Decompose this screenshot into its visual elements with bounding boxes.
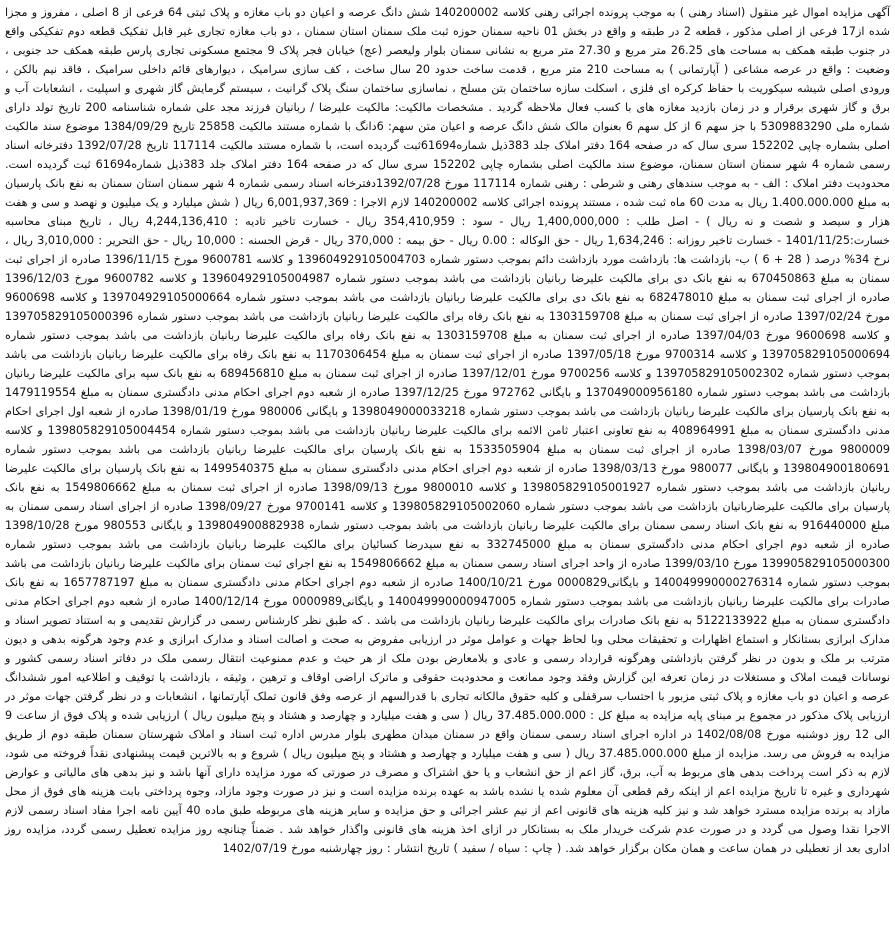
auction-notice-text: آگهی مزایده اموال غیر منقول (اسناد رهنی ) به موجب پرونده اجرائی رهنی کلاسه 140200002 شش دانگ عرصه و اعیان دو باب مغازه و پلاک ثبتی 64 فرعی از 8 اصلی ، مفروز و مجزا شده از17 فرعی از اصلی مذکور ، قطعه 2 در طبقه و واقع در بخش 01 ناحیه سمنان حوزه ثبت ملک سمنان استان سمنان ، دو باب مغازه تجاری غیر قابل تفکیک قطعه دوم تفکیکی واقع در جنوب طبقه همکف به مساحت های 26.25 متر مربع و 27.30 متر مربع به نشانی سمنان بلوار ولیعصر (عج) خیابان فجر پلاک 9 مجتمع مسکونی تجاری پارس طبقه همکف حد جنوبی ، وضعیت : واقع در عرصه مشاعی ( آپارتمانی ) به مساحت 210 متر مربع ، قدمت ساخت حدود 20 سال ساخت ، کف سازی سرامیک ، دیوارهای قائم داخلی سرامیک ، فاقد نیم بالکن ، ورودی اصلی شیشه سیکوریت با حفاظ کرکره ای فلزی ، اسکلت سازه ساختمان بتن مسلح ، نماسازی ساختمان سنگ پلاک گرانیت ، سیستم گرمایش گاز شهری و اسپلیت ، انشعابات آب و برق و گاز شهری برقرار و در زمان بازدید مغازه های با کسب فعال ملاحظه گردید . مشخصات مالکیت: مالکیت علیرضا / ربانیان فرزند مجد علی شماره شناسنامه 200 تاریخ تولد دارای شماره ملی 5309883290 با جز سهم 6 از کل سهم 6 بعنوان مالک شش دانگ عرصه و اعیان متن سهم: 6دانگ با شماره مستند مالکیت 25858 تاریخ 1384/09/29 موضوع سند مالکیت اصلی بشماره چاپی 152202 سری سال که در صفحه 164 دفتر املاک جلد 383ذیل شماره61694ثبت گردیده است، با شماره مستند مالکیت 117114 تاریخ 1392/07/28 دفترخانه اسناد رسمی شماره 4 شهر سمنان استان سمنان، موضوع سند مالکیت اصلی بشماره چاپی 152202 سری سال که در صفحه 164 دفتر املاک جلد 383ذیل شماره61694 ثبت گردیده است. محدودیت دفتر املاک : الف - به موجب سندهای رهنی و شرطی : رهنی شماره 117114 مورخ 1392/07/28دفترخانه اسناد رسمی شماره 4 شهر سمنان استان سمنان به نفع بانک پارسیان به مبلغ 1.400.000.000 ریال به مدت 60 ماه ثبت شده ، مستند پرونده اجرائی کلاسه 140200002 لازم الاجرا : 6,001,937,369 ریال ( شش میلیارد و یک میلیون و نهصد و سی و هفت هزار و سیصد و شصت و نه ریال ) - اصل طلب : 1,400,000,000 ریال - سود : 354,410,959 ریال - خسارت تاخیر تادیه : 4,244,136,410 ریال ، تاریخ مبنای محاسبه خسارت:1401/11/25 - خسارت تاخیر روزانه : 1,634,246 ریال - حق الوکاله : 0.00 ریال - حق بیمه : 370,000 ریال - قرض الحسنه : 10,000 ریال - حق التحریر : 3,010,000 ریال ، نرخ 34% درصد ( 28 + 6 ) ب- بازداشت ها: بازداشت مورد بازداشت دائم بموجب دستور شماره 139604929105004703 و کلاسه 9600781 مورخ 1396/11/15 صادره از اجرای ثبت سمنان به مبلغ 670450863 به نفع بانک دی برای مالکیت علیرضا ربانیان بازداشت می باشد بموجب دستور شماره 139604929105004987 و کلاسه 9600782 مورخ 1396/12/03 صادره از اجرای ثبت سمنان به مبلغ 682478010 به نفع بانک دی برای مالکیت علیرضا ربانیان بازداشت می باشد بموجب دستور شماره 139704929105000664 و کلاسه 9600698 مورخ 1397/02/24 صادره از اجرای ثبت سمنان به مبلغ 1303159708 به نفع بانک رفاه برای مالکیت علیرضا ربانیان بازداشت می باشد بموجب دستور شماره 139705829105000396 و کلاسه 9600698 مورخ 1397/04/03 صادره از اجرای ثبت سمنان به مبلغ 1303159708 به نفع بانک رفاه برای مالکیت علیرضا ربانیان بازداشت می باشد بموجب دستور شماره 139705829105000694 و کلاسه 9700314 مورخ 1397/05/18 صادره از اجرای ثبت سمنان به مبلغ 1170306454 به نفع بانک رفاه برای مالکیت علیرضا ربانیان بازداشت می باشد بموجب دستور شماره 139705829105002302 و کلاسه 9700256 مورخ 1397/12/01 صادره از اجرای ثبت سمنان به مبلغ 689456810 به نفع بانک سپه برای مالکیت علیرضا ربانیان بازداشت می باشد بموجب دستور شماره 137049000956180 و بایگانی 972762 مورخ 1397/12/25 صادره از شعبه دوم اجرای احکام مدنی دادگستری سمنان به مبلغ 1479119554 به نفع بانک پارسیان برای مالکیت علیرضا ربانیان بازداشت می باشد بموجب دستور شماره 1398049000033218 و بایگانی 980006 مورخ 1398/01/19 صادره از شعبه اول اجرای احکام مدنی دادگستری سمنان به مبلغ 408964991 به نفع تعاونی اعتبار ثامن الائمه برای مالکیت علیرضا ربانیان بازداشت می باشد بموجب دستور شماره 139805829105004454 و کلاسه 9800009 مورخ 1398/03/07 صادره از اجرای ثبت سمنان به مبلغ 1533505904 به نفع بانک پارسیان برای مالکیت علیرضا ربانیان بازداشت می باشد بموجب دستور شماره 139804900180691 و بایگانی 980077 مورخ 1398/03/13 صادره از شعبه دوم اجرای احکام مدنی دادگستری سمنان به مبلغ 1499540375 به نفع بانک پارسیان برای مالکیت علیرضا ربانیان بازداشت می باشد بموجب دستور شماره 139805829105001927 و کلاسه 9800010 مورخ 1398/09/13 صادره از اجرای ثبت سمنان به مبلغ 1549806662 به نفع بانک پارسیان برای مالکیت علیرضاربانیان بازداشت می باشد بموجب دستور شماره 139805829105002060 و کلاسه 9700141 مورخ 1398/09/27 صادره از اجرای اسناد رسمی سمنان به مبلغ 916440000 به نفع بانک اسناد رسمی سمنان برای مالکیت علیرضا ربانیان بازداشت می باشد بموجب دستور شماره 139804900882938 و بایگانی 980553 مورخ 1398/10/28 صادره از شعبه دوم اجرای احکام مدنی دادگستری سمنان به مبلغ 332745000 به نفع سیدرضا کسائیان برای مالکیت علیرضا ربانیان بازداشت می باشد بموجب دستور شماره 139905829105000300 مورخ 1399/03/10 صادره از واحد اجرای اسناد رسمی سمنان به مبلغ 1549806662 به نفع اجرای ثبت سمنان برای مالکیت علیرضا ربانیان بازداشت می باشد بموجب دستور شماره 140049990000276314 و بایگانی0000829 مورخ 1400/10/21 صادره از شعبه دوم اجرای احکام مدنی دادگستری سمنان به مبلغ 1657787197 به نفع بانک صادرات برای مالکیت علیرضا ربانیان بازداشت می باشد بموجب دستور شماره 140049990000947005 و بایگانی0000989 مورخ 1400/12/14 صادره از شعبه دوم اجرای احکام مدنی دادگستری سمنان به مبلغ 5122133922 به نفع بانک صادرات برای مالکیت علیرضا ربانیان بازداشت می باشد . که طبق نظر کارشناس رسمی در گزارش تقدیمی و به استناد تصویر اسناد و مدارک ابرازی بستانکار و استماع اظهارات و تحقیقات محلی وبا لحاظ جهات و عوامل موثر در ارزیابی مفروض به صحت و اصالت اسناد و مدارک ابرازی و عدم وجود هرگونه بدهی و دیون مترتب بر ملک و بدون در نظر گرفتن بازداشتی وهرگونه قرارداد رسمی و عادی و بلامعارض بودن ملک از هر حیث و عدم ممنوعیت انتقال رسمی ملک در دفاتر اسناد رسمی کشور و نوسانات قیمت املاک و مستغلات در زمان تعرفه این گزارش وفقد وجود ممانعت و محدودیت حقوقی و ماترک اراضی اوقاف و ترهین ، وثیقه ، بازداشت یا توقیف و اطلاعیه امور ششدانگ عرصه و اعیان دو باب مغازه و پلاک ثبتی مزبور با احتساب سرقفلی و کلیه حقوق مالکانه تجاری با قدرالسهم از عرصه وفق قانون تملک آپارتمانها ، انشعابات و در نظر گرفتن جهات موثر در ارزیابی پلاک مذکور در مجموع بر مبنای پایه مزایده به مبلغ کل : 37.485.000.000 ریال ( سی و هفت میلیارد و چهارصد و هشتاد و پنج میلیون ریال ) ارزیابی شده و پلاک فوق از ساعت 9 الی 12 روز دوشنبه مورخ 1402/08/08 در اداره اجرای اسناد رسمی سمنان واقع در سمنان میدان مطهری بلوار مدرس اداره ثبت اسناد و املاک شهرستان سمنان طبقه دوم از طریق مزایده به فروش می رسد. مزایده از مبلغ 37.485.000.000 ریال ( سی و هفت میلیارد و چهارصد و هشتاد و پنج میلیون ریال ) شروع و به بالاترین قیمت پیشنهادی نقداً فروخته می شود، لازم به ذکر است پرداخت بدهی های مربوط به آب، برق، گاز اعم از حق انشعاب و یا حق اشتراک و مصرف در صورتی که مورد مزایده دارای آنها باشد و نیز بدهی های مالیاتی و عوارض شهرداری و غیره تا تاریخ مزایده اعم از اینکه رقم قطعی آن معلوم شده یا نشده باشد به عهده برنده مزایده است و نیز در صورت وجود مازاد، وجوه پرداختی بابت هزینه های فوق از محل مازاد به برنده مزایده مسترد خواهد شد و نیز کلیه هزینه های قانونی اعم از نیم عشر اجرائی و حق مزایده و سایر هزینه های مربوطه طبق ماده 40 آیین نامه اجرا مفاد اسناد رسمی لازم الاجرا نقدا وصول می گردد و در صورت عدم شرکت خریدار ملک به بستانکار در ازای اخذ هزینه های قانونی واگذار خواهد شد . ضمناً چنانچه روز مزایده تعطیل رسمی گردد، مزایده روز اداری بعد از تعطیلی در همان ساعت و همان مکان برگزار خواهد شد. ( چاپ : سیاه / سفید ) تاریخ انتشار : روز چهارشنبه مورخ 1402/07/19 bbox=[5, 6, 891, 855]
